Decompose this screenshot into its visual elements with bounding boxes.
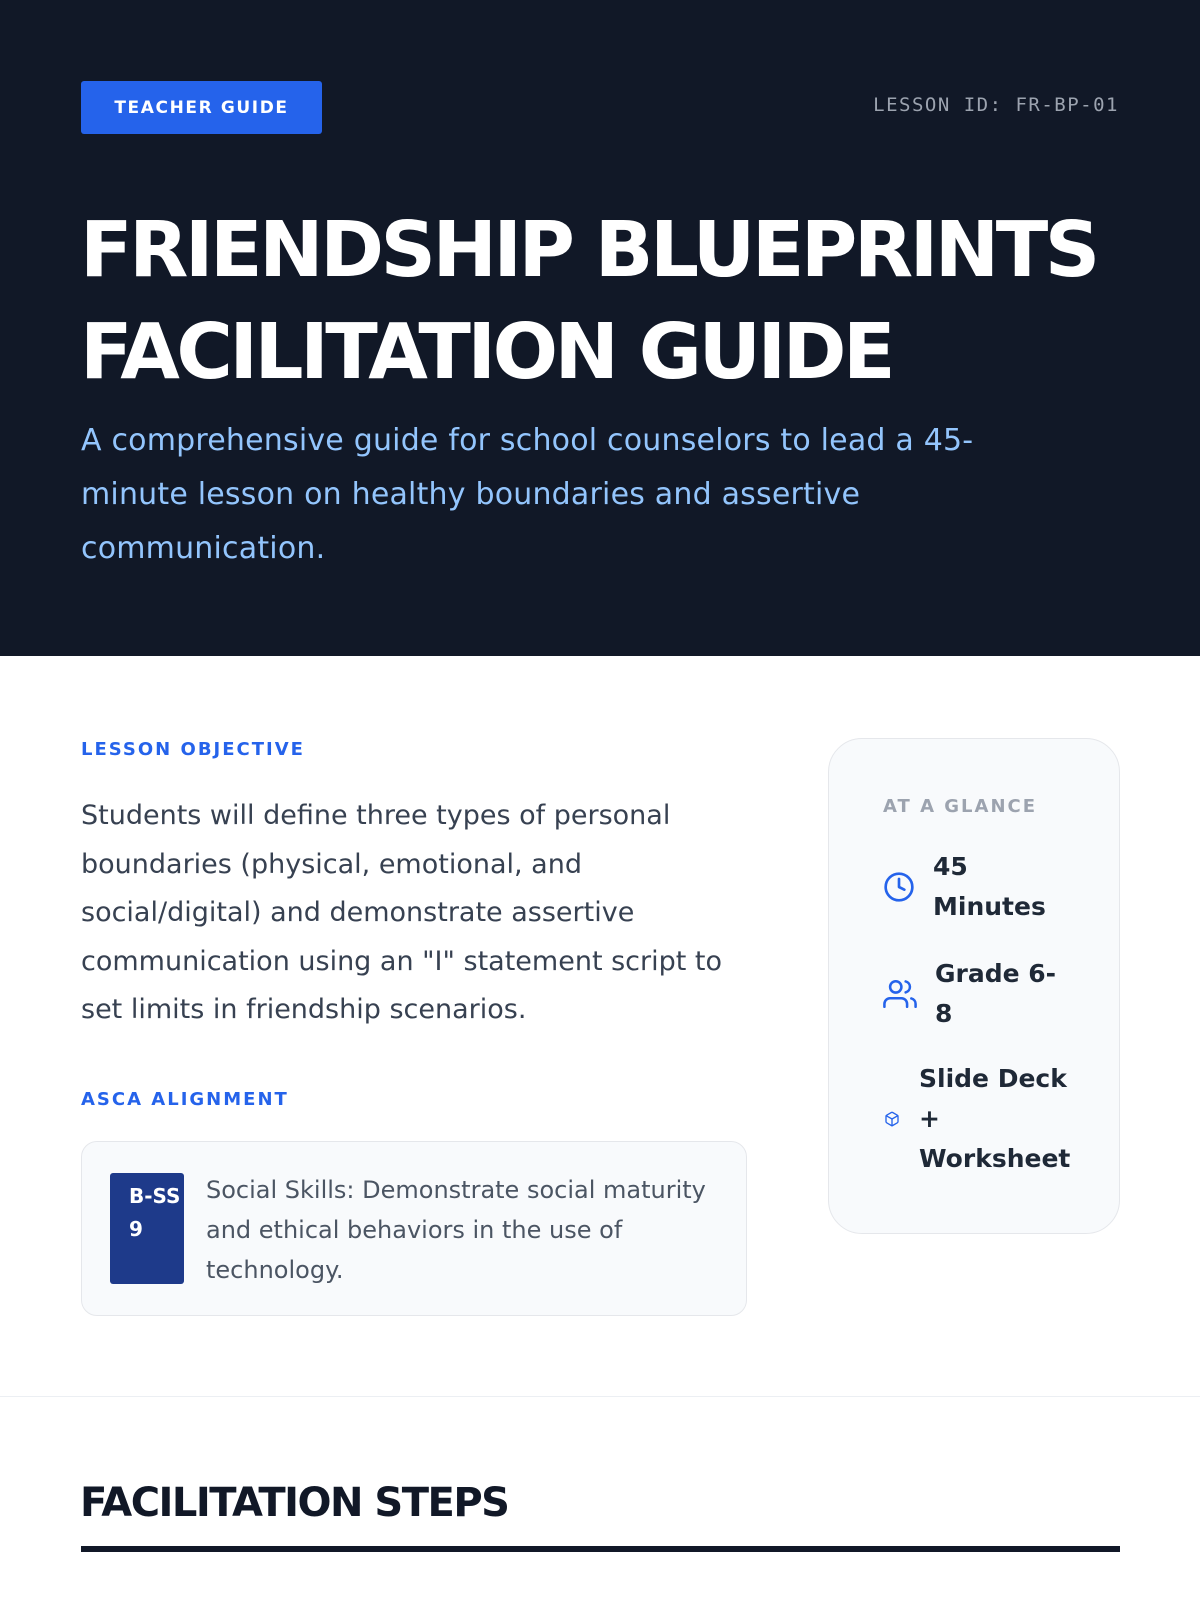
- clock-icon: [883, 871, 915, 903]
- at-a-glance-card: [828, 738, 1120, 1234]
- section-divider: [0, 1396, 1200, 1397]
- users-icon: [883, 977, 917, 1011]
- cube-icon: [883, 1110, 901, 1128]
- facilitation-steps-rule: [81, 1546, 1120, 1552]
- asca-standard-card: [81, 1141, 747, 1316]
- glance-materials-text: Slide Deck + Worksheet: [919, 1064, 1071, 1173]
- facilitation-steps-title: FACILITATION STEPS: [80, 1480, 509, 1526]
- lesson-objective-text: Students will define three types of personal boundaries (physical, emotional, and social/digital) and demonstrate assertive communication using an "I" statement script to set limits in friendship scenarios.: [81, 800, 723, 1025]
- glance-item-duration: [883, 847, 1073, 927]
- at-a-glance-label: AT A GLANCE: [883, 796, 1038, 817]
- page-header: [0, 0, 1200, 656]
- glance-item-grade: [883, 954, 1065, 1034]
- glance-item-materials: [883, 1059, 1079, 1179]
- page-subtitle: A comprehensive guide for school counselors to lead a 45-minute lesson on healthy boundaries and assertive communication.: [81, 423, 974, 566]
- teacher-guide-badge: TEACHER GUIDE: [81, 81, 322, 134]
- lesson-id: LESSON ID: FR-BP-01: [873, 94, 1119, 116]
- asca-standard-text: Social Skills: Demonstrate social maturity and ethical behaviors in the use of technology.: [206, 1176, 706, 1284]
- lesson-objective-label: LESSON OBJECTIVE: [81, 739, 305, 760]
- asca-alignment-label: ASCA ALIGNMENT: [81, 1089, 289, 1110]
- page-title: FRIENDSHIP BLUEPRINTS FACILITATION GUIDE: [80, 206, 1097, 397]
- asca-standard-code: B-SS 9: [110, 1173, 184, 1284]
- glance-duration-text: 45 Minutes: [933, 852, 1046, 921]
- glance-grade-text: Grade 6-8: [935, 959, 1057, 1028]
